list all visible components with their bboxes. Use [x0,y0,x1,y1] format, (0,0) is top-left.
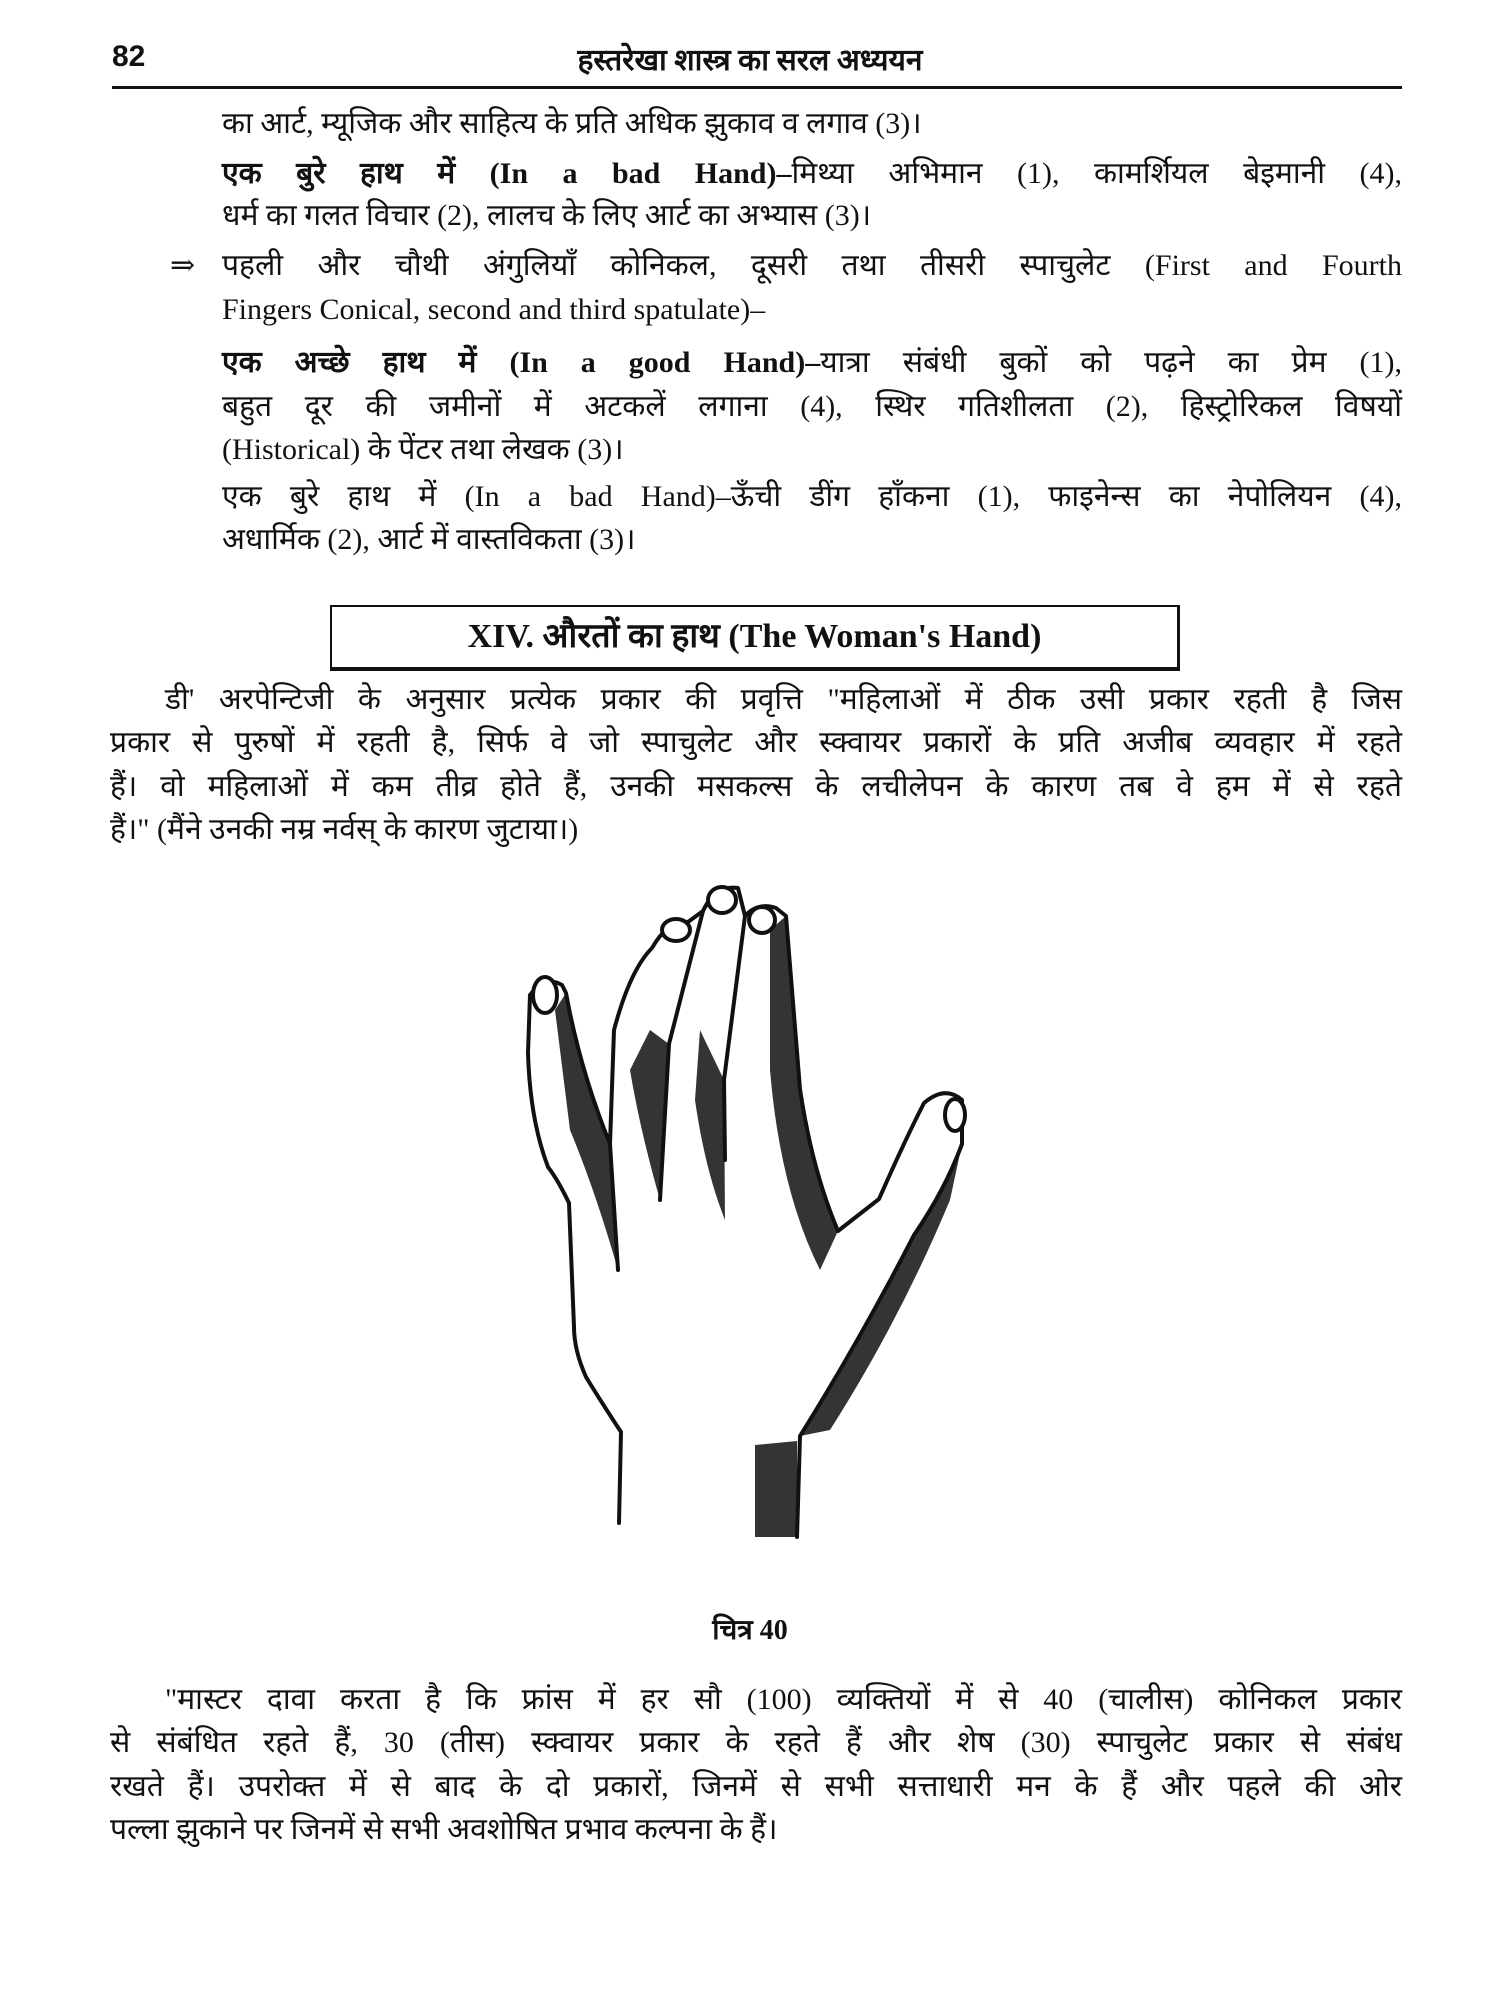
fingernail [945,1099,965,1131]
paragraph-line: रखते हैं। उपरोक्त में से बाद के दो प्रकारों, जिनमें से सभी सत्ताधारी मन के हैं और पहले की ओर [110,1770,1402,1803]
fingernail [533,977,557,1013]
fingernail [708,887,736,913]
good-hand-text: यात्रा संबंधी बुकों को पढ़ने का प्रेम (1), [820,346,1402,379]
hand-illustration [500,870,1040,1590]
subheading-line: Fingers Conical, second and third spatulate)– [222,293,766,326]
hand-outline [528,888,962,1537]
text-line: (Historical) के पेंटर तथा लेखक (3)। [222,433,624,466]
header-rule [112,86,1402,89]
page-number: 82 [112,40,146,73]
text-line: का आर्ट, म्यूजिक और साहित्य के प्रति अधिक झुकाव व लगाव (3)। [222,107,922,140]
paragraph-line: पल्ला झुकाने पर जिनमें से सभी अवशोषित प्रभाव कल्पना के हैं। [110,1813,778,1846]
paragraph-line: प्रकार से पुरुषों में रहती है, सिर्फ वे जो स्पाचुलेट और स्क्वायर प्रकारों के प्रति अजीब व्यवहार में रहते [110,726,1402,759]
bad-hand-label: एक बुरे हाथ में (In a bad Hand)– [222,157,792,190]
arrow-icon: ⇒ [170,249,196,282]
good-hand-line [222,343,1402,383]
text-line: अधार्मिक (2), आर्ट में वास्तविकता (3)। [222,523,636,556]
paragraph-line: हैं। वो महिलाओं में कम तीव्र होते हैं, उनकी मसकल्स के लचीलेपन के कारण तब वे हम में से रहते [110,770,1402,803]
bad-hand-line: एक बुरे हाथ में (In a bad Hand)–ऊँची डींग हाँकना (1), फाइनेन्स का नेपोलियन (4), [222,480,1402,513]
subheading-line: पहली और चौथी अंगुलियाँ कोनिकल, दूसरी तथा तीसरी स्पाचुलेट (First and Fourth [222,249,1402,282]
paragraph-line: से संबंधित रहते हैं, 30 (तीस) स्क्वायर प्रकार के रहते हैं और शेष (30) स्पाचुलेट प्रकार से संबंध [110,1726,1402,1759]
section-title: XIV. औरतों का हाथ (The Woman's Hand) [330,605,1180,671]
paragraph-line: डी' अरपेन्टिजी के अनुसार प्रत्येक प्रकार की प्रवृत्ति "महिलाओं में ठीक उसी प्रकार रहती है जिस [165,683,1402,716]
paragraph-line: "मास्टर दावा करता है कि फ्रांस में हर सौ (100) व्यक्तियों में से 40 (चालीस) कोनिकल प्रकार [165,1683,1402,1716]
fingernail [662,919,690,941]
good-hand-label: एक अच्छे हाथ में (In a good Hand)– [222,346,821,379]
running-title: हस्तरेखा शास्त्र का सरल अध्ययन [577,44,923,77]
bad-hand-text: मिथ्या अभिमान (1), कामर्शियल बेइमानी (4), [791,157,1402,190]
figure-caption: चित्र 40 [712,1615,788,1646]
paragraph-line: हैं।" (मैंने उनकी नम्र नर्वस् के कारण जुटाया।) [110,813,579,846]
text-line: बहुत दूर की जमीनों में अटकलें लगाना (4), स्थिर गतिशीलता (2), हिस्ट्रोरिकल विषयों [222,390,1402,423]
text-line: धर्म का गलत विचार (2), लालच के लिए आर्ट का अभ्यास (3)। [222,199,872,232]
bad-hand-line [222,154,1402,194]
